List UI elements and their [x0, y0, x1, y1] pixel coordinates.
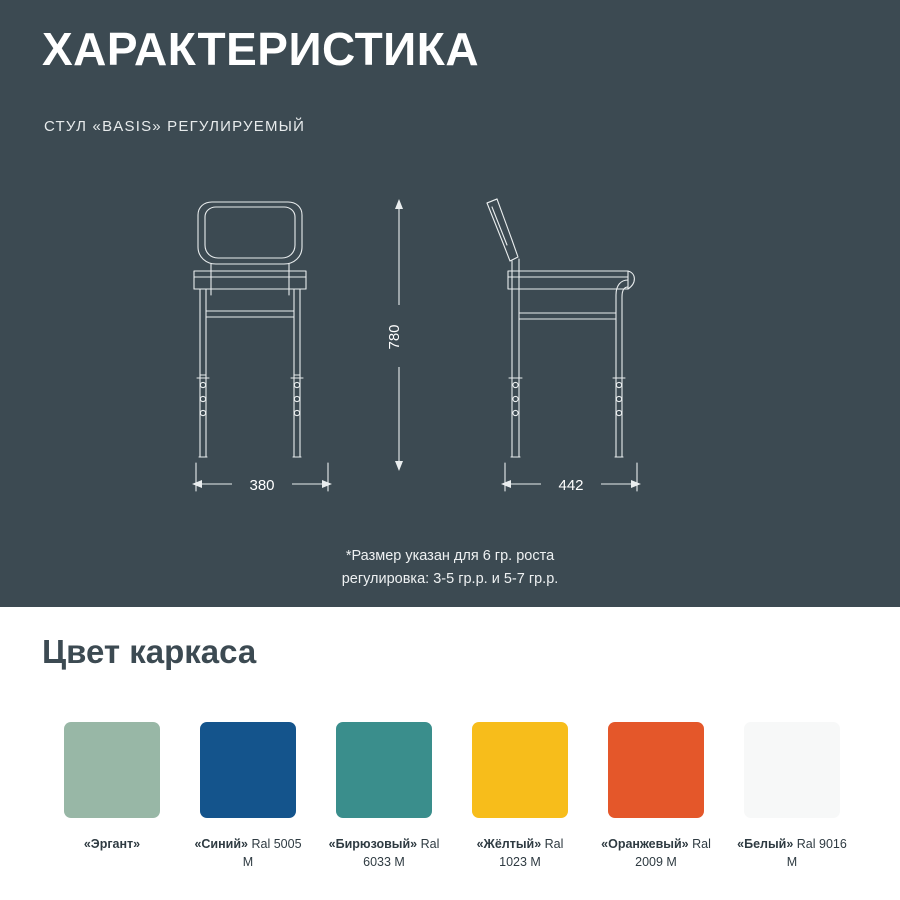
technical-drawing — [0, 185, 900, 525]
swatch-code: Ral 6033 M — [363, 837, 440, 870]
swatch-chip[interactable] — [336, 722, 432, 818]
page-title: ХАРАКТЕРИСТИКА — [42, 23, 480, 75]
swatch-code: Ral 5005 M — [242, 837, 302, 870]
front-width-label: 380 — [249, 477, 275, 494]
swatch-name: «Оранжевый» — [601, 837, 689, 851]
swatch-caption — [189, 835, 307, 871]
chair-dimensions-svg — [0, 185, 900, 525]
front-view-chair — [194, 202, 306, 457]
color-swatch-ergant[interactable] — [44, 722, 180, 871]
height-label: 780 — [386, 324, 403, 350]
color-swatch-orange[interactable] — [588, 722, 724, 871]
swatch-caption — [461, 835, 579, 871]
swatch-caption — [733, 835, 851, 871]
swatch-chip[interactable] — [472, 722, 568, 818]
frame-colors-panel — [0, 607, 900, 900]
color-swatch-yellow[interactable] — [452, 722, 588, 871]
swatch-code: Ral 9016 M — [786, 837, 847, 870]
swatch-code: Ral 1023 M — [499, 837, 564, 870]
swatch-caption — [84, 835, 140, 853]
swatch-chip[interactable] — [744, 722, 840, 818]
color-swatch-list — [44, 722, 864, 871]
swatch-chip[interactable] — [608, 722, 704, 818]
size-note-line-2: регулировка: 3-5 гр.р. и 5-7 гр.р. — [341, 571, 559, 588]
swatch-name: «Синий» — [194, 837, 248, 851]
swatch-chip[interactable] — [200, 722, 296, 818]
swatch-caption — [325, 835, 443, 871]
side-view-chair — [487, 199, 634, 457]
swatch-name: «Бирюзовый» — [328, 837, 418, 851]
swatch-name: «Белый» — [737, 837, 794, 851]
swatch-name: «Жёлтый» — [476, 837, 542, 851]
size-note — [0, 545, 900, 591]
color-swatch-white[interactable] — [724, 722, 860, 871]
color-swatch-turquoise[interactable] — [316, 722, 452, 871]
size-note-line-1: *Размер указан для 6 гр. роста — [345, 548, 555, 564]
swatch-name: «Эргант» — [83, 837, 141, 851]
side-depth-label: 442 — [558, 477, 584, 494]
product-subtitle: СТУЛ «BASIS» РЕГУЛИРУЕМЫЙ — [44, 118, 306, 135]
color-swatch-blue[interactable] — [180, 722, 316, 871]
swatch-code: Ral 2009 M — [635, 837, 711, 870]
swatch-chip[interactable] — [64, 722, 160, 818]
section-title: Цвет каркаса — [42, 633, 257, 670]
swatch-caption — [597, 835, 715, 871]
